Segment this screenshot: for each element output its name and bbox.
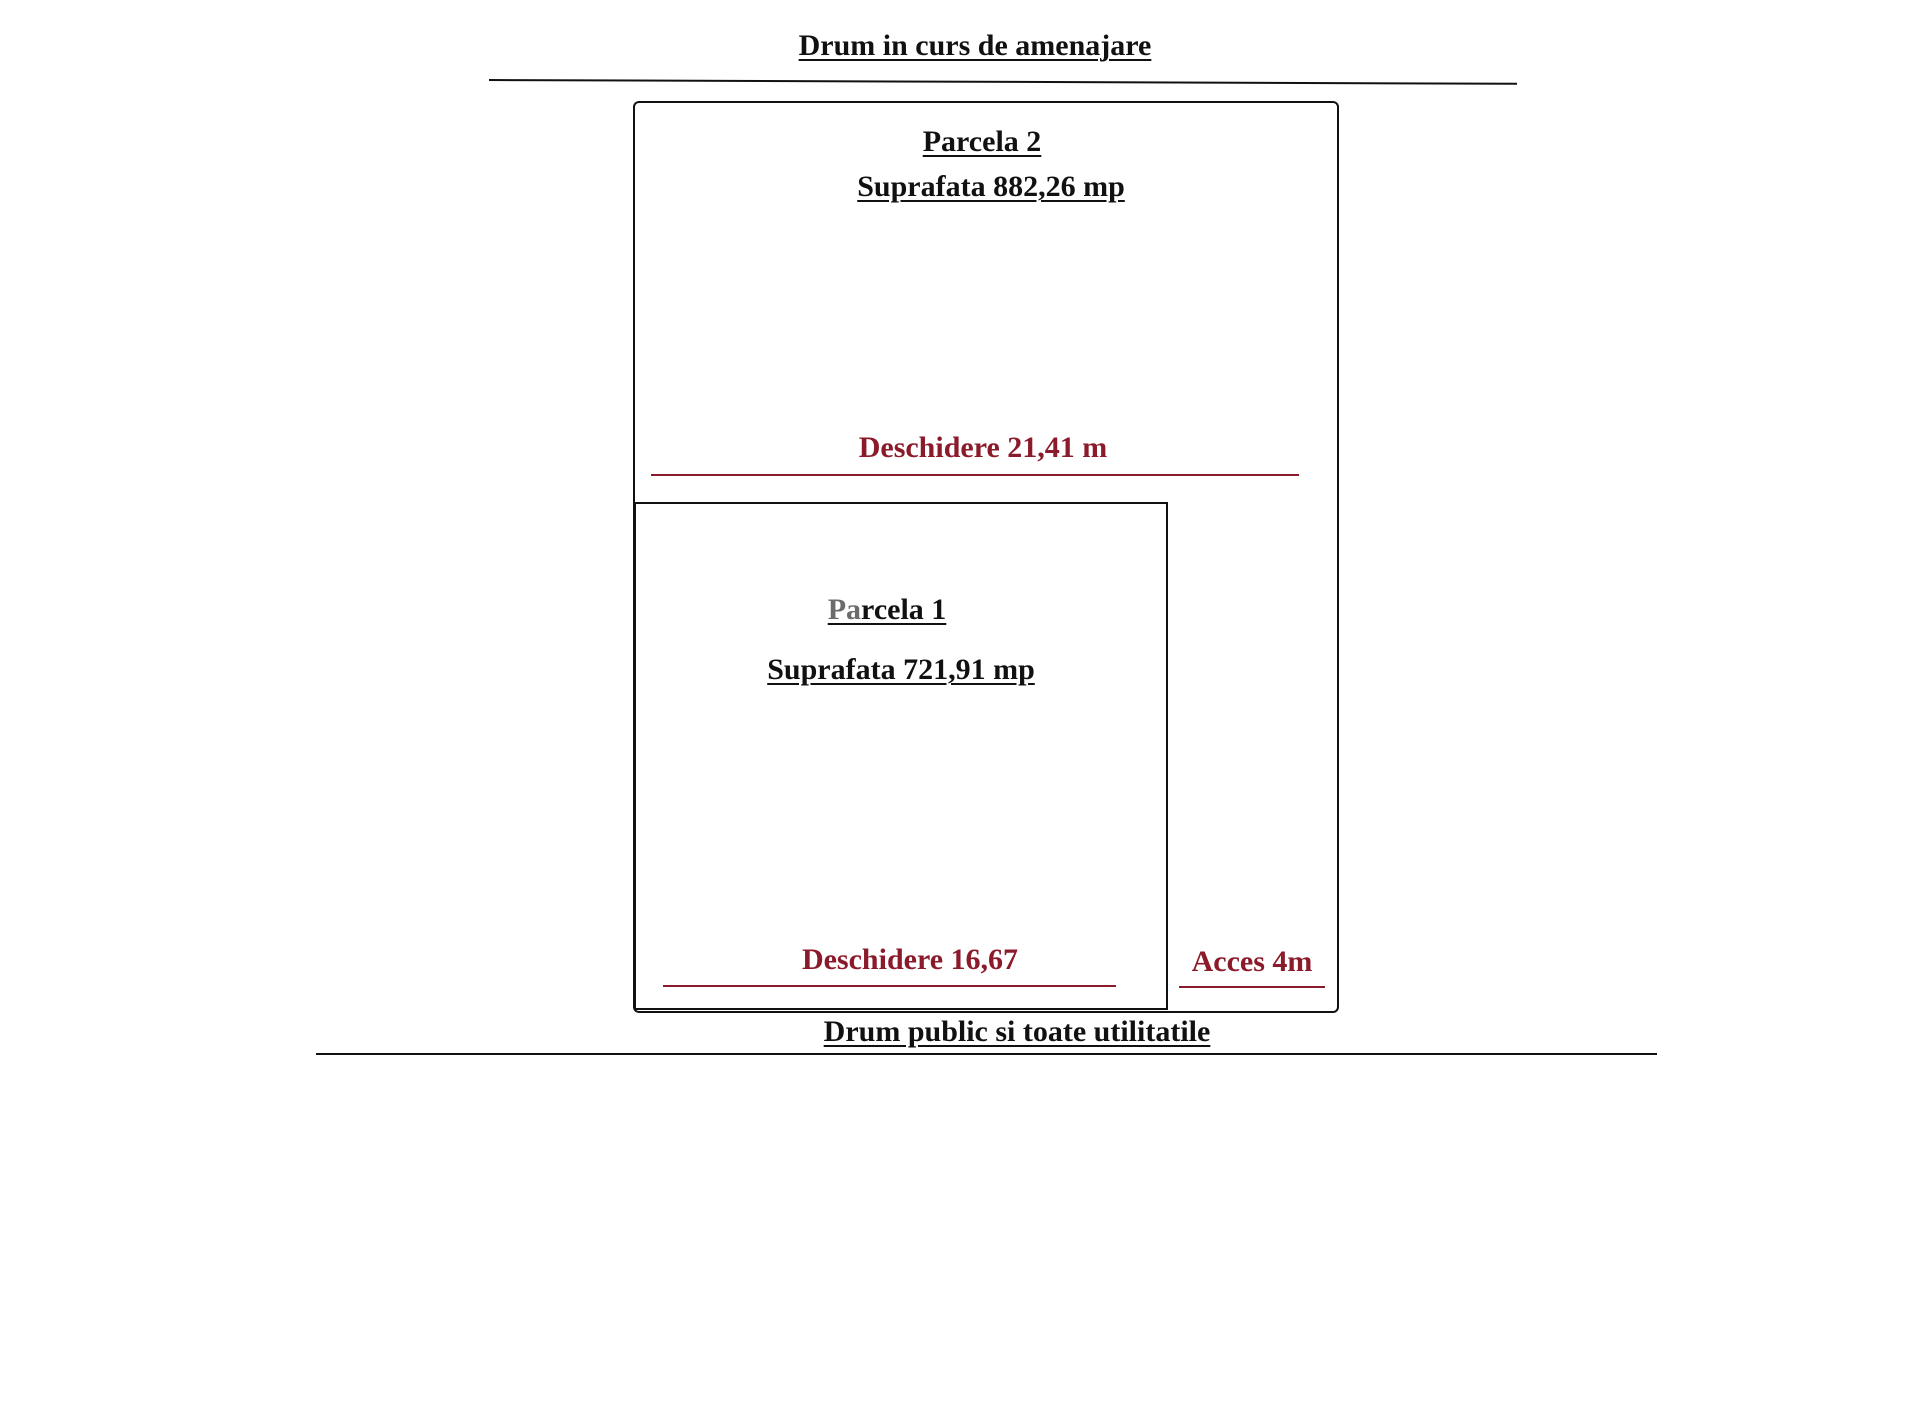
top-road-line	[489, 79, 1517, 85]
parcel1-area: Suprafata 721,91 mp	[767, 653, 1035, 686]
parcel2-area: Suprafata 882,26 mp	[857, 170, 1125, 203]
bottom-road-line	[316, 1053, 1657, 1055]
parcel2-frontage: Deschidere 21,41 m	[858, 431, 1108, 464]
top-road-label: Drum in curs de amenajare	[798, 29, 1152, 62]
parcel1-boundary	[634, 502, 1168, 1010]
access-label: Acces 4m	[1191, 945, 1313, 978]
parcel1-name-rest: rcela 1	[861, 593, 947, 626]
parcel1-name-prefix: Pa	[827, 593, 862, 626]
parcel1-frontage: Deschidere 16,67	[801, 943, 1019, 976]
parcel1-frontage-line	[663, 985, 1116, 987]
parcel2-name: Parcela 2	[922, 125, 1042, 158]
bottom-road-label: Drum public si toate utilitatile	[823, 1015, 1211, 1048]
access-line	[1179, 986, 1325, 988]
parcel2-frontage-line	[651, 474, 1299, 476]
parcel1-name	[828, 595, 947, 625]
